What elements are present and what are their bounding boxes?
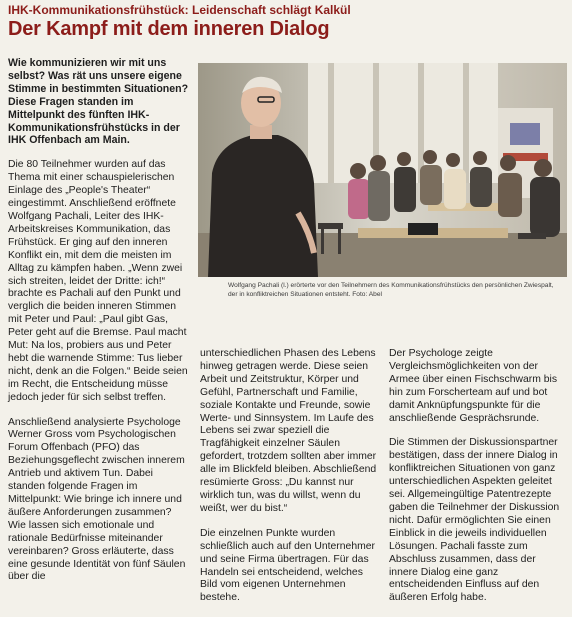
- article-kicker: IHK-Kommunikationsfrühstück: Leidenschaft schlägt Kalkül: [8, 3, 351, 17]
- article-headline: Der Kampf mit dem inneren Dialog: [8, 18, 330, 40]
- text-column-3: [389, 348, 567, 617]
- paragraph-5: Der Psychologe zeigte Vergleichsmöglichkeiten von der Armee über einen Fischschwarm bis hin zum Forscherteam auf und bot damit Anknüpfungspunkte für die anschließende Gesprächsrunde.: [389, 348, 558, 424]
- paragraph-1: Die 80 Teilnehmer wurden auf das Thema mit einer schauspielerischen Einlage des „People's Theater“ eingestimmt. Anschließend eröffnete Wolfgang Pachali, Leiter des IHK-Arbeitskreises Kommunikation, das Frühstück. Er ging auf den inneren Konflikt ein, mit dem die meisten im Alltag zu kämpfen haben. „Wenn zwei sich streiten, leidet der Dritte: ich!“ brachte es Pachali auf den Punkt und verglich die beiden inneren Stimmen mit Peter und Paul: „Paul gibt Gas, Peter geht auf die Bremse. Paul macht Mut: Na los, probiers aus und Peter hebt die warnende Stimme: Tus lieber nicht, denk an die Folgen.“ Beide seien im Recht, die Entscheidung müsse jedoch jeder für sich selbst treffen.: [8, 159, 188, 403]
- article-photo: [198, 63, 567, 277]
- paragraph-6: Die Stimmen der Diskussionspartner bestätigen, dass der innere Dialog in konfliktreichen Situationen von ganz unterschiedlichen Aspekten geleitet sei. Allgemeingültige Patentrezepte gaben die Teilnehmer der Diskussion nicht. Dafür ermöglichten Sie einen Einblick in die jeweils individuellen Lösungen. Pachali fasste zum Abschluss zusammen, dass der innere Dialog eine ganz entscheidenden Einfluss auf den äußeren Erfolg habe.: [389, 437, 560, 604]
- photo-caption: Wolfgang Pachali (l.) erörterte vor den Teilnehmern des Kommunikationsfrühstücks den persönlichen Zwiespalt, der in konfliktreichen Situationen entsteht. Foto: Abel: [228, 282, 554, 298]
- paragraph-3: unterschiedlichen Phasen des Lebens hinweg getragen werde. Diese seien Arbeit und Zeitstruktur, Körper und Gefühl, Partnerschaft und Familie, soziale Kontakte und Freunde, sowie Werte- und Sinnsystem. Im Laufe des Lebens sei zwar speziell die Tragfähigkeit einzelner Säulen gefordert, trotzdem sollten aber immer alle im Blickfeld bleiben. Abschließend resümierte Gross: „Du kannst nur wirklich tun, was du willst, wenn du weißt, wer du bist.“: [200, 348, 377, 514]
- paragraph-2: Anschließend analysierte Psychologe Werner Gross vom Psychologischen Forum Offenbach (PFO) das Beziehungsgeflecht zwischen innerem Antrieb und aktivem Tun. Dabei standen folgende Fragen im Mittelpunkt: Wie bringe ich innere und äußere Anforderungen zusammen? Wie lassen sich emotionale und rationale Bedürfnisse miteinander vereinbaren? Gross erläuterte, dass eine gesunde Identität von fünf Säulen über die: [8, 416, 186, 583]
- text-column-2: [200, 348, 378, 617]
- paragraph-4: Die einzelnen Punkte wurden schließlich auch auf den Unternehmer und seine Firma übertragen. Für das Handeln sei entscheidend, welches Bild vom eigenen Unternehmen bestehe.: [200, 527, 376, 604]
- text-column-1: [8, 57, 190, 596]
- article-lead: Wie kommunizieren wir mit uns selbst? Was rät uns unsere eigene Stimme in bestimmten Situationen? Diese Fragen standen im Mittelpunkt des fünften IHK-Kommunikationsfrühstücks in der IHK Offenbach am Main.: [8, 57, 189, 147]
